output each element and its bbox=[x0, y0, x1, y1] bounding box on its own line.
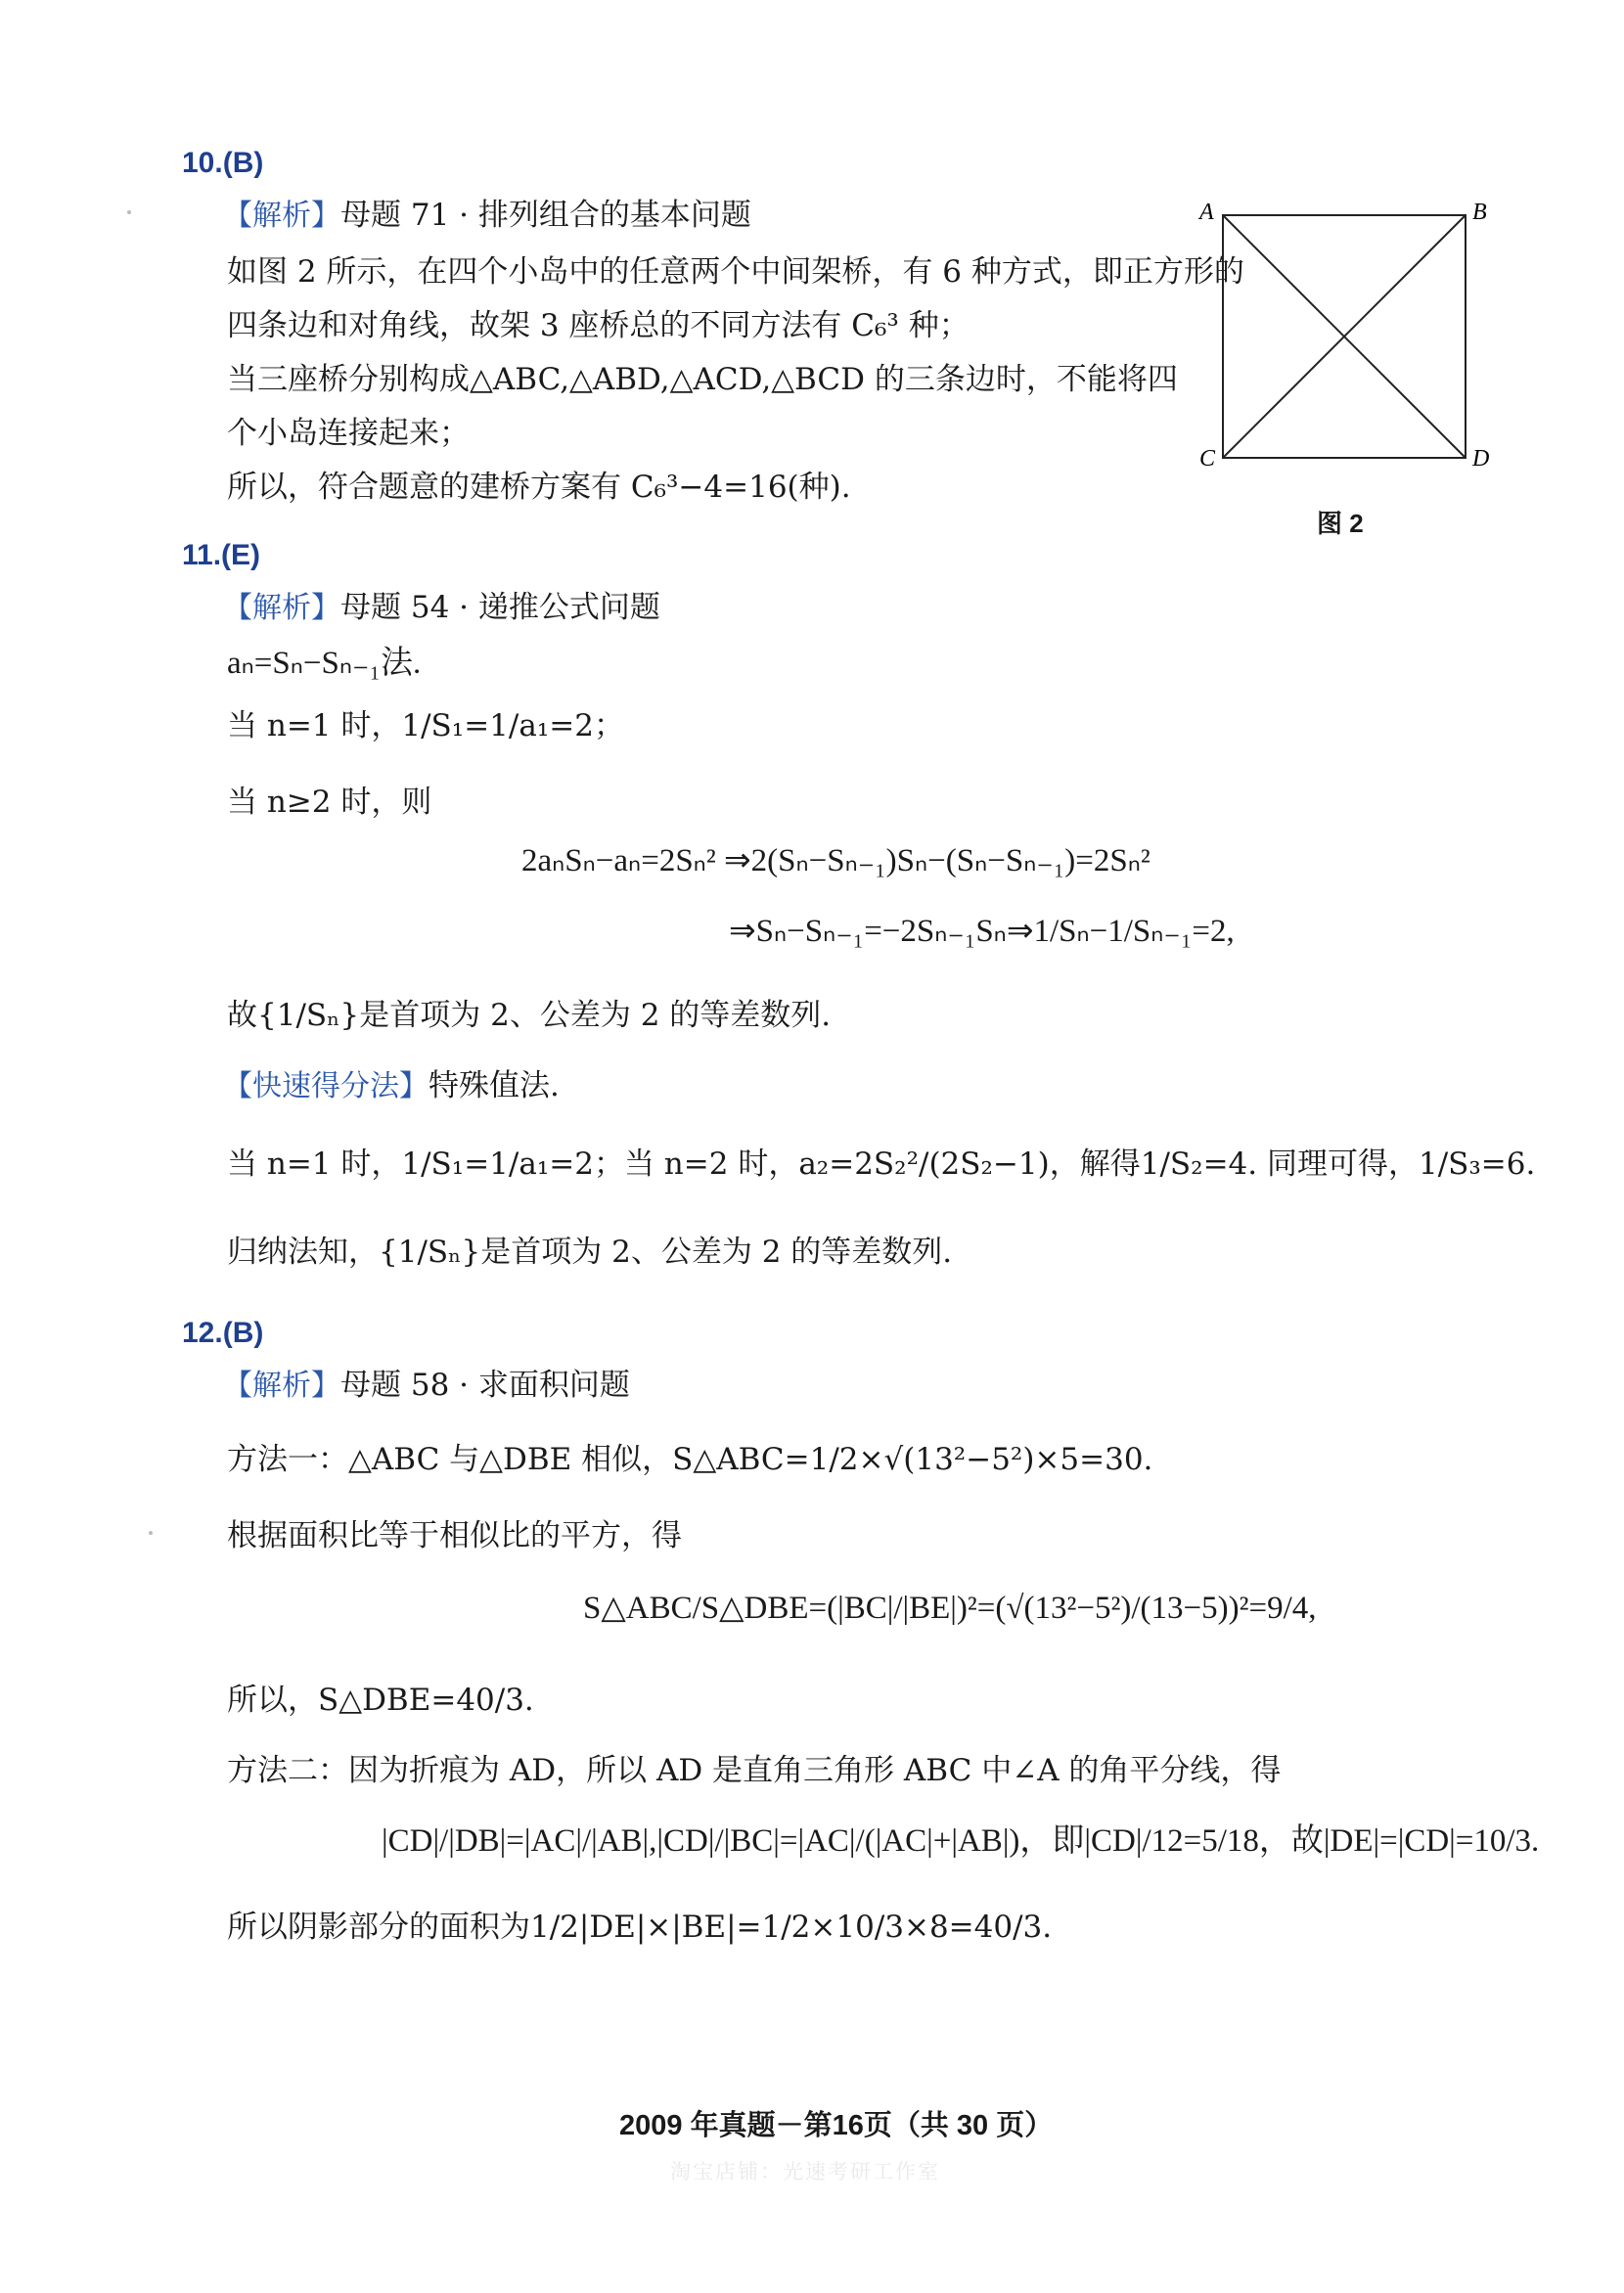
q12-line-5: 所以阴影部分的面积为1/2|DE|×|BE|=1/2×10/3×8=40/3. bbox=[227, 1910, 1053, 1945]
q10-line-4: 个小岛连接起来； bbox=[227, 416, 470, 451]
analysis-tag: 【解析】 bbox=[223, 200, 340, 232]
scan-speck bbox=[127, 210, 131, 214]
scan-speck bbox=[149, 1531, 153, 1535]
quick-method-tag: 【快速得分法】 bbox=[223, 1070, 429, 1102]
question-11-number: 11.(E) bbox=[182, 539, 261, 571]
label-d: D bbox=[1472, 446, 1490, 472]
q11-line-5: 当 n=1 时，1/S₁=1/a₁=2；当 n=2 时，a₂=2S₂²/(2S₂−1)，解得1/S₂=4. 同理可得，1/S₃=6. bbox=[227, 1146, 1536, 1182]
watermark: 淘宝店铺：光速考研工作室 bbox=[670, 2160, 940, 2183]
q12-line-1: 方法一：△ABC 与△DBE 相似，S△ABC=1/2×√(13²−5²)×5=30. bbox=[227, 1442, 1153, 1477]
label-a: A bbox=[1199, 200, 1214, 225]
question-10-number: 10.(B) bbox=[182, 147, 264, 179]
figure-2-caption: 图 2 bbox=[1317, 509, 1364, 538]
label-c: C bbox=[1199, 446, 1216, 472]
q10-line-1: 如图 2 所示，在四个小岛中的任意两个中间架桥，有 6 种方式，即正方形的 bbox=[227, 254, 1244, 290]
q11-line-6: 归纳法知，{1/Sₙ}是首项为 2、公差为 2 的等差数列. bbox=[227, 1235, 953, 1270]
q11-line-1: aₙ=Sₙ−Sₙ₋₁法. bbox=[227, 646, 422, 681]
q11-line-2: 当 n=1 时，1/S₁=1/a₁=2； bbox=[227, 708, 624, 743]
q10-line-2: 四条边和对角线，故架 3 座桥总的不同方法有 C₆³ 种； bbox=[227, 308, 970, 343]
q12-line-4: 方法二：因为折痕为 AD，所以 AD 是直角三角形 ABC 中∠A 的角平分线，得 bbox=[227, 1753, 1282, 1788]
q10-line-3: 当三座桥分别构成△ABC,△ABD,△ACD,△BCD 的三条边时，不能将四 bbox=[227, 362, 1178, 397]
q11-equation-2: ⇒Sₙ−Sₙ₋₁=−2Sₙ₋₁Sₙ⇒1/Sₙ−1/Sₙ₋₁=2, bbox=[729, 914, 1235, 949]
q11-line-4: 故{1/Sₙ}是首项为 2、公差为 2 的等差数列. bbox=[227, 998, 832, 1033]
q12-line-2: 根据面积比等于相似比的平方，得 bbox=[227, 1518, 682, 1553]
q11-analysis-line bbox=[223, 588, 660, 628]
q10-topic: 母题 71 · 排列组合的基本问题 bbox=[340, 198, 751, 233]
question-12-number: 12.(B) bbox=[182, 1317, 264, 1349]
q12-equation-1: S△ABC/S△DBE=(|BC|/|BE|)²=(√(13²−5²)/(13−5))²=9/4, bbox=[583, 1591, 1317, 1626]
q10-line-5: 所以，符合题意的建桥方案有 C₆³−4=16(种). bbox=[227, 470, 851, 505]
q12-line-3: 所以，S△DBE=40/3. bbox=[227, 1683, 534, 1718]
q12-analysis-line bbox=[223, 1366, 630, 1406]
q10-analysis-line bbox=[223, 196, 751, 236]
q11-method: 特殊值法. bbox=[429, 1068, 560, 1103]
q11-equation-1: 2aₙSₙ−aₙ=2Sₙ² ⇒2(Sₙ−Sₙ₋₁)Sₙ−(Sₙ−Sₙ₋₁)=2Sₙ² bbox=[521, 843, 1150, 878]
analysis-tag: 【解析】 bbox=[223, 1370, 340, 1402]
analysis-tag: 【解析】 bbox=[223, 592, 340, 624]
q12-equation-2: |CD|/|DB|=|AC|/|AB|,|CD|/|BC|=|AC|/(|AC|+|AB|)，即|CD|/12=5/18，故|DE|=|CD|=10/3. bbox=[382, 1823, 1540, 1859]
label-b: B bbox=[1472, 200, 1487, 225]
q11-quick-method-line bbox=[223, 1066, 560, 1106]
page-footer: 2009 年真题－第16页（共 30 页） bbox=[619, 2110, 1054, 2141]
figure-2-square-diagram bbox=[1194, 196, 1507, 479]
q12-topic: 母题 58 · 求面积问题 bbox=[340, 1368, 630, 1403]
q11-topic: 母题 54 · 递推公式问题 bbox=[340, 590, 660, 625]
q11-line-3: 当 n≥2 时，则 bbox=[227, 785, 432, 820]
